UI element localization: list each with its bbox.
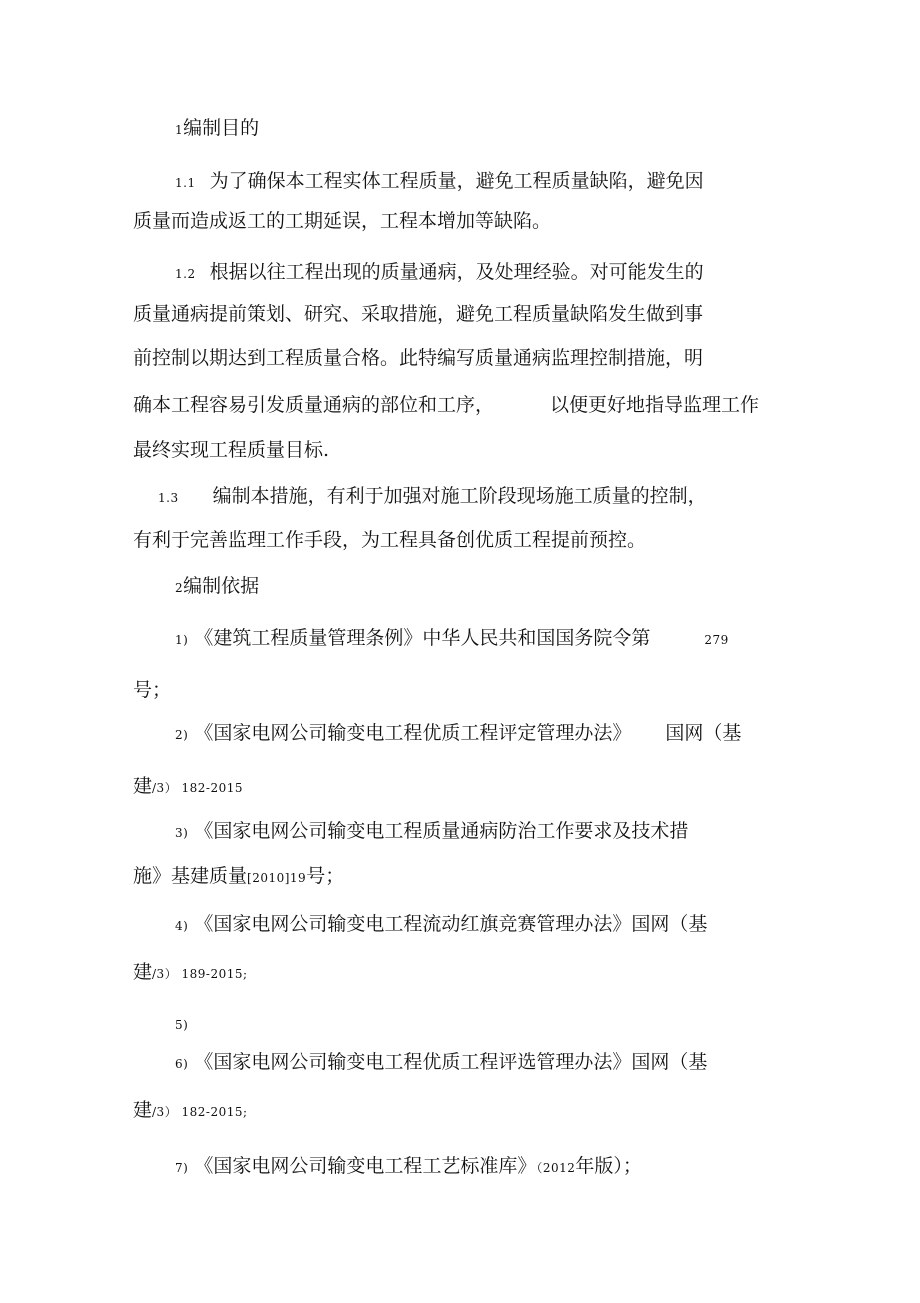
para-1-2-line-1 <box>175 259 704 287</box>
list-item-number: 1) <box>175 633 189 647</box>
list-item-cont-text: 施》基建质量 <box>133 865 248 887</box>
list-item-year: （2012 <box>536 1161 576 1175</box>
list-item-6-cont <box>133 1097 248 1125</box>
para-1-1-number: 1.1 <box>175 176 196 190</box>
list-item-text: 《国家电网公司输变电工程质量通病防治工作要求及技术措 <box>194 820 689 842</box>
para-1-2-line-2: 质量通病提前策划、研究、采取措施，避免工程质量缺陷发生做到事 <box>133 303 704 325</box>
list-item-1-cont: 号； <box>133 679 172 701</box>
list-item-number: 5) <box>175 1018 189 1032</box>
list-item-text-tail: 年版）； <box>575 1155 642 1177</box>
list-item-number: 4) <box>175 919 189 933</box>
list-item-text-tail: 国网（基 <box>665 722 742 744</box>
para-1-2-line-5: 最终实现工程质量目标. <box>133 439 330 461</box>
list-item-text: 《建筑工程质量管理条例》中华人民共和国国务院令第 <box>194 627 651 649</box>
list-item-cont-text: 建 <box>133 775 153 797</box>
para-1-2-line-4-part-a: 确本工程容易引发质量通病的部位和工序， <box>133 394 495 416</box>
list-item-4-cont <box>133 959 248 987</box>
para-1-2-number: 1.2 <box>175 267 196 281</box>
list-item-7 <box>175 1153 642 1181</box>
para-1-3-line-1 <box>158 483 707 511</box>
list-item-5 <box>175 1010 188 1038</box>
list-item-cont-text: 建 <box>133 961 153 983</box>
list-item-6 <box>175 1049 707 1077</box>
list-item-4 <box>175 911 707 939</box>
para-1-2-line-4-part-b: 以便更好地指导监理工作 <box>550 394 760 416</box>
list-item-text: 《国家电网公司输变电工程工艺标准库》 <box>194 1155 537 1177</box>
para-1-2-line-3: 前控制以期达到工程质量合格。此特编写质量通病监理控制措施，明 <box>133 347 704 369</box>
list-item-text: 《国家电网公司输变电工程流动红旗竞赛管理办法》国网（基 <box>194 913 708 935</box>
list-item-2-cont <box>133 773 243 801</box>
list-item-cont-code: /3） 189-2015; <box>152 967 248 981</box>
list-item-cont-text: 建 <box>133 1099 153 1121</box>
list-item-number: 2) <box>175 728 189 742</box>
para-1-1-line-1 <box>175 168 704 196</box>
list-item-text: 《国家电网公司输变电工程优质工程评定管理办法》 <box>194 722 632 744</box>
list-item-cont-tail: 号； <box>306 865 345 887</box>
list-item-cont-code: /3） 182-2015 <box>152 781 244 795</box>
para-1-2-text: 根据以往工程出现的质量通病，及处理经验。对可能发生的 <box>209 261 704 283</box>
list-item-cont-code: [2010]19 <box>247 871 307 885</box>
list-item-3 <box>175 818 688 846</box>
list-item-number: 7) <box>175 1161 189 1175</box>
list-item-text: 《国家电网公司输变电工程优质工程评选管理办法》国网（基 <box>194 1051 708 1073</box>
list-item-1 <box>175 625 729 653</box>
section-1-heading <box>175 115 259 143</box>
section-2-number: 2 <box>175 581 184 595</box>
list-item-number: 3) <box>175 826 189 840</box>
para-1-2-line-4 <box>133 392 759 418</box>
list-item-2 <box>175 720 741 748</box>
para-1-3-text: 编制本措施，有利于加强对施工阶段现场施工质量的控制， <box>212 485 707 507</box>
para-1-3-line-2: 有利于完善监理工作手段，为工程具备创优质工程提前预控。 <box>133 529 647 551</box>
section-1-title: 编制目的 <box>183 117 260 139</box>
list-item-number: 6) <box>175 1057 189 1071</box>
section-2-title: 编制依据 <box>183 575 260 597</box>
list-item-number-ref: 279 <box>704 633 729 647</box>
list-item-3-cont <box>133 863 344 891</box>
para-1-3-number: 1.3 <box>158 491 179 505</box>
para-1-1-text: 为了确保本工程实体工程质量，避免工程质量缺陷，避免因 <box>209 170 704 192</box>
para-1-1-line-2: 质量而造成返工的工期延误，工程本增加等缺陷。 <box>133 210 552 232</box>
section-2-heading <box>175 573 259 601</box>
section-1-number: 1 <box>175 123 184 137</box>
list-item-cont-code: /3） 182-2015; <box>152 1105 248 1119</box>
